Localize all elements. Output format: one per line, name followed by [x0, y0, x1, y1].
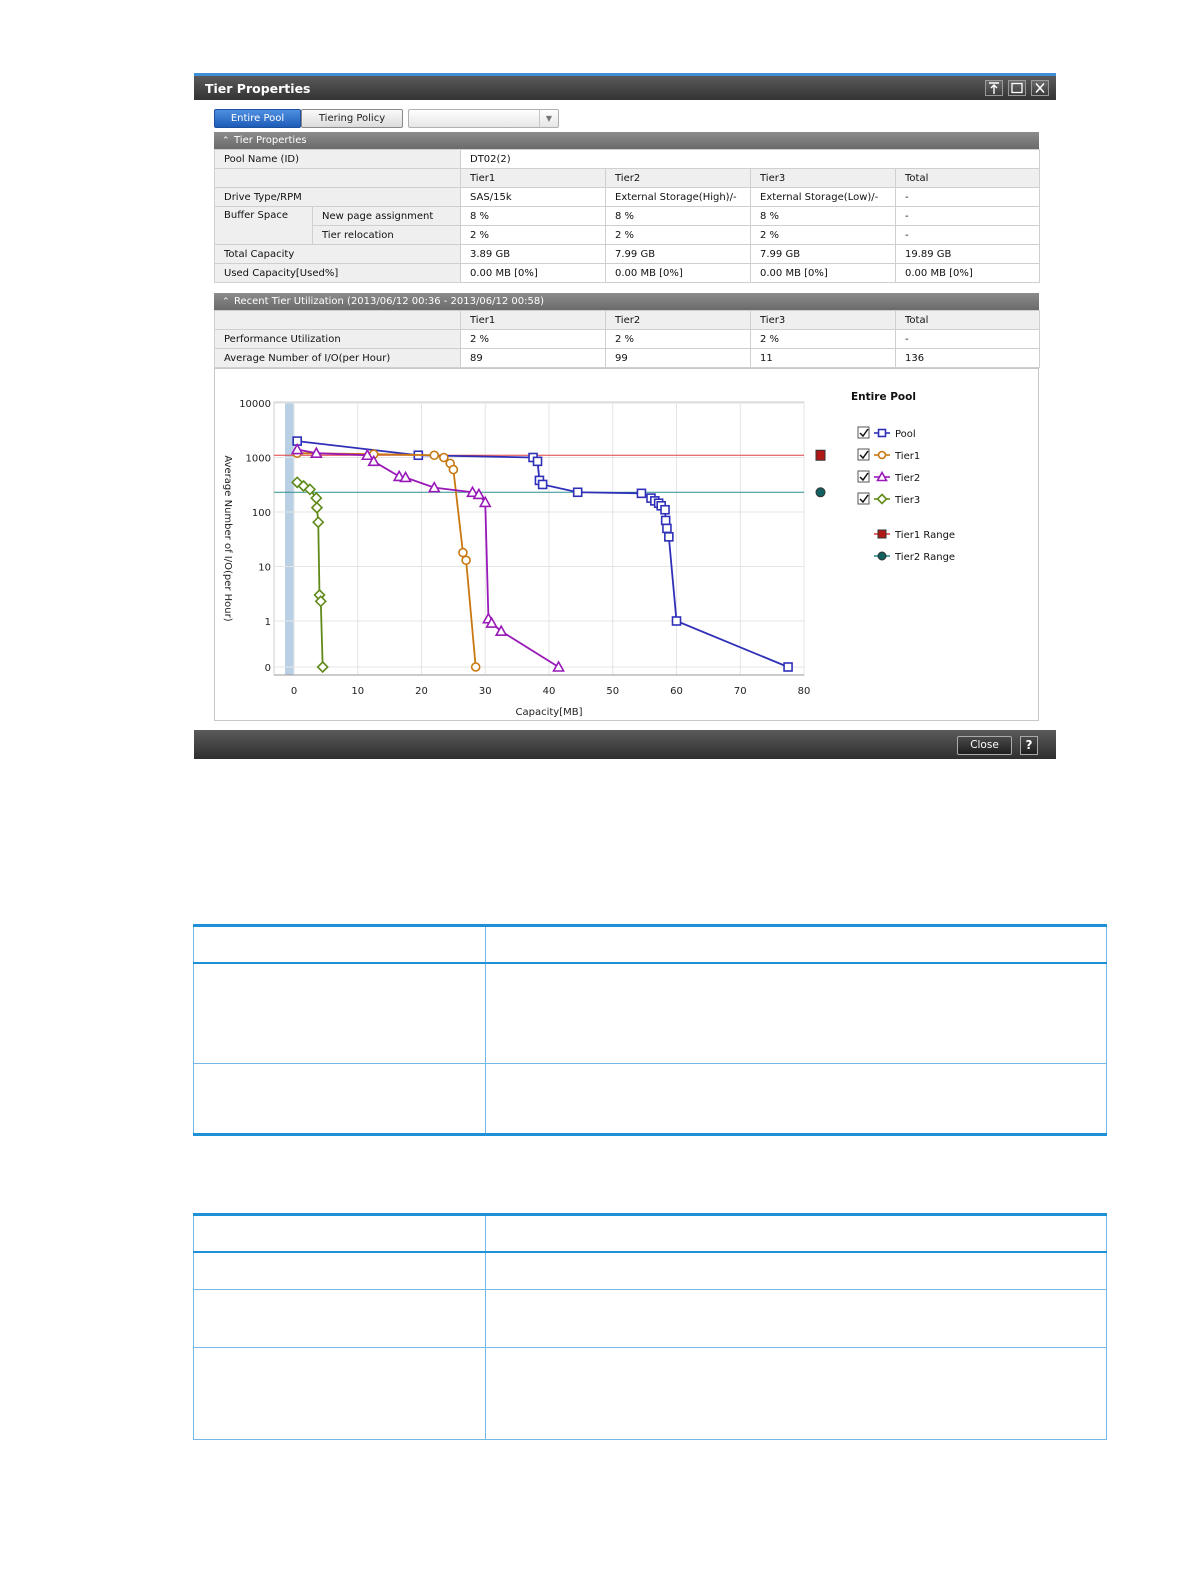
- table-cell: -: [896, 207, 1040, 226]
- table-row: [194, 1290, 1107, 1348]
- help-button[interactable]: ?: [1020, 736, 1038, 755]
- section-title: Recent Tier Utilization (2013/06/12 00:36 - 2013/06/12 00:58): [234, 296, 545, 307]
- row-label: Average Number of I/O(per Hour): [215, 349, 461, 368]
- data-point: [662, 516, 670, 524]
- row-label: Used Capacity[Used%]: [215, 264, 461, 283]
- table-cell: 2 %: [751, 330, 896, 349]
- x-tick-label: 0: [290, 686, 298, 697]
- x-tick-label: 10: [351, 686, 365, 697]
- x-tick-label: 40: [542, 686, 556, 697]
- table-cell: 136: [896, 349, 1040, 368]
- table-cell: 8 %: [606, 207, 751, 226]
- x-tick-label: 80: [797, 686, 811, 697]
- table-header-row: [215, 311, 1040, 330]
- tier-properties-header[interactable]: [214, 132, 1039, 149]
- data-point: [430, 451, 438, 459]
- tier-properties-dialog: [194, 73, 1056, 759]
- blank-cell: [215, 311, 461, 330]
- table-cell: 3.89 GB: [461, 245, 606, 264]
- column-header: Tier1: [461, 311, 606, 330]
- data-point: [574, 488, 582, 496]
- table-cell: 89: [461, 349, 606, 368]
- x-tick-label: 20: [415, 686, 428, 697]
- blank-cell: [215, 169, 461, 188]
- table-cell: [194, 1348, 486, 1440]
- x-tick-label: 70: [733, 686, 747, 697]
- row-label: Buffer Space: [215, 207, 313, 245]
- table-cell: 99: [606, 349, 751, 368]
- table-cell: [486, 1290, 1107, 1348]
- table-cell: External Storage(Low)/-: [751, 188, 896, 207]
- doc-table-2: [193, 1213, 1107, 1440]
- table-cell: [194, 926, 486, 964]
- y-tick-label: 100: [251, 508, 271, 519]
- legend-marker: [879, 452, 886, 459]
- close-button[interactable]: Close: [957, 736, 1012, 755]
- dialog-footer: [194, 730, 1056, 759]
- doc-table-1: [193, 924, 1107, 1136]
- table-cell: 0.00 MB [0%]: [751, 264, 896, 283]
- data-point: [673, 617, 681, 625]
- column-header: Tier2: [606, 169, 751, 188]
- data-point: [534, 457, 542, 465]
- data-point: [637, 489, 645, 497]
- legend-marker: [878, 530, 886, 538]
- collapse-icon: ⌃: [222, 136, 230, 146]
- row-label: Drive Type/RPM: [215, 188, 461, 207]
- table-cell: [486, 1215, 1107, 1253]
- policy-dropdown[interactable]: [408, 109, 559, 128]
- close-icon[interactable]: [1031, 80, 1049, 96]
- table-row: [215, 150, 1040, 169]
- row-label: Pool Name (ID): [215, 150, 461, 169]
- table-cell: [486, 1348, 1107, 1440]
- table-cell: SAS/15k: [461, 188, 606, 207]
- row-label: Total Capacity: [215, 245, 461, 264]
- table-cell: [194, 1215, 486, 1253]
- row-sublabel: Tier relocation: [313, 226, 461, 245]
- table-cell: 8 %: [461, 207, 606, 226]
- data-point: [459, 549, 467, 557]
- legend-label: Tier2: [895, 473, 921, 484]
- column-header: Tier3: [751, 169, 896, 188]
- y-axis-label: Average Number of I/O(per Hour): [222, 455, 233, 622]
- table-cell: [194, 1064, 486, 1135]
- legend-marker: [878, 495, 887, 504]
- legend-marker: [879, 430, 886, 437]
- table-cell: [194, 1290, 486, 1348]
- table-cell: 7.99 GB: [751, 245, 896, 264]
- table-cell: 2 %: [606, 330, 751, 349]
- y-tick-label: 0: [264, 663, 271, 674]
- table-cell: External Storage(High)/-: [606, 188, 751, 207]
- data-point: [665, 533, 673, 541]
- pool-name-value: DT02(2): [461, 150, 1040, 169]
- data-point: [663, 524, 671, 532]
- table-row: [194, 963, 1107, 1064]
- tab-entire-pool[interactable]: Entire Pool: [214, 109, 301, 128]
- table-header-row: [194, 1215, 1107, 1253]
- table-cell: [486, 1252, 1107, 1290]
- pin-icon[interactable]: [985, 80, 1003, 96]
- column-header: Tier1: [461, 169, 606, 188]
- table-cell: 0.00 MB [0%]: [896, 264, 1040, 283]
- table-row: [215, 264, 1040, 283]
- table-cell: 2 %: [751, 226, 896, 245]
- y-tick-label: 10: [258, 562, 271, 574]
- column-header: Total: [896, 169, 1040, 188]
- row-sublabel: New page assignment: [313, 207, 461, 226]
- table-row: [215, 349, 1040, 368]
- table-row: [215, 188, 1040, 207]
- tier-properties-table: [214, 149, 1040, 283]
- utilization-table: [214, 310, 1040, 368]
- table-row: [215, 207, 1040, 226]
- x-tick-label: 50: [606, 686, 620, 697]
- legend-title: Entire Pool: [851, 391, 916, 403]
- legend-marker: [878, 552, 886, 560]
- table-row: [194, 1064, 1107, 1135]
- row-label: Performance Utilization: [215, 330, 461, 349]
- table-cell: 19.89 GB: [896, 245, 1040, 264]
- legend-label: Tier3: [895, 495, 921, 506]
- column-header: Total: [896, 311, 1040, 330]
- column-header: Tier2: [606, 311, 751, 330]
- legend-label: Tier2 Range: [895, 552, 956, 563]
- table-cell: -: [896, 330, 1040, 349]
- data-point: [472, 663, 480, 671]
- table-cell: 8 %: [751, 207, 896, 226]
- table-cell: 2 %: [461, 330, 606, 349]
- column-header: Tier3: [751, 311, 896, 330]
- table-header-row: [215, 169, 1040, 188]
- legend-label: Pool: [895, 429, 916, 440]
- table-row: [194, 1348, 1107, 1440]
- table-cell: 0.00 MB [0%]: [461, 264, 606, 283]
- legend-label: Tier1 Range: [895, 530, 956, 541]
- title-bar[interactable]: [194, 73, 1056, 100]
- chevron-down-icon: ▼: [539, 110, 558, 127]
- data-point: [449, 466, 457, 474]
- section-title: Tier Properties: [234, 135, 307, 146]
- plot-area: [274, 402, 804, 675]
- table-row: [215, 245, 1040, 264]
- legend-label: Tier1: [895, 451, 921, 462]
- y-tick-label: 1000: [245, 453, 271, 465]
- tier-utilization-chart: [215, 369, 1038, 720]
- x-axis-label: Capacity[MB]: [515, 707, 583, 718]
- range-end-marker: [816, 488, 825, 497]
- table-cell: [194, 963, 486, 1064]
- range-end-marker: [816, 450, 825, 460]
- table-row: [194, 1252, 1107, 1290]
- table-row: [215, 330, 1040, 349]
- table-cell: 2 %: [461, 226, 606, 245]
- legend-marker: [878, 473, 887, 481]
- table-cell: 0.00 MB [0%]: [606, 264, 751, 283]
- table-cell: [486, 963, 1107, 1064]
- y-tick-label: 10000: [239, 399, 271, 410]
- recent-utilization-header[interactable]: [214, 293, 1039, 310]
- table-cell: 2 %: [606, 226, 751, 245]
- y-tick-label: 1: [264, 617, 271, 628]
- table-cell: [194, 1252, 486, 1290]
- table-cell: 7.99 GB: [606, 245, 751, 264]
- data-point: [462, 556, 470, 564]
- table-header-row: [194, 926, 1107, 964]
- table-cell: -: [896, 226, 1040, 245]
- tab-tiering-policy[interactable]: Tiering Policy: [301, 109, 403, 128]
- collapse-icon: ⌃: [222, 297, 230, 307]
- data-point: [661, 506, 669, 514]
- dialog-title: Tier Properties: [205, 81, 311, 96]
- table-row: [215, 226, 1040, 245]
- table-cell: -: [896, 188, 1040, 207]
- table-cell: 11: [751, 349, 896, 368]
- data-point: [784, 663, 792, 671]
- maximize-icon[interactable]: [1008, 80, 1026, 96]
- chart-panel: [214, 368, 1039, 721]
- data-point: [539, 480, 547, 488]
- table-cell: [486, 926, 1107, 964]
- x-tick-label: 60: [670, 686, 683, 697]
- x-tick-label: 30: [478, 686, 492, 697]
- table-cell: [486, 1064, 1107, 1135]
